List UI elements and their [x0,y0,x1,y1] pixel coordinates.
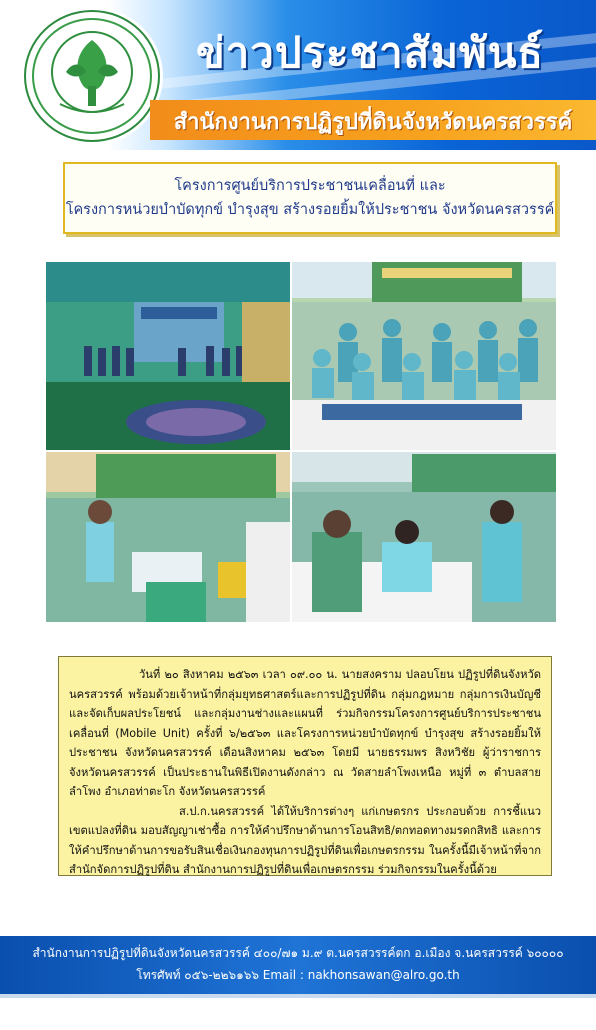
footer-shadow [0,994,596,998]
footer-phone-email: โทรศัพท์ ๐๕๖-๒๒๖๑๖๖ Email : nakhonsawan@alro.go.th [136,968,460,982]
consultation-desk-photo [292,452,556,622]
service-booth-photo [46,452,290,622]
project-line-1: โครงการศูนย์บริการประชาชนเคลื่อนที่ และ [174,178,446,194]
staff-group-photo [292,262,556,450]
project-title-box [63,162,557,234]
news-paragraph-2: ส.ป.ก.นครสวรรค์ ได้ให้บริการต่างๆ แก่เกษตรกร ประกอบด้วย การชี้แนวเขตแปลงที่ดิน มอบสัญญาเช่าซื้อ การให้คำปรึกษาด้านการโอนสิทธิ/ตกทอดทางมรดกสิทธิ และการให้คำปรึกษาด้านการขอรับสินเชื่อเงินกองทุนการปฏิรูปที่ดินเพื่อเกษตรกรรม ในครั้งนี้มีเจ้าหน้าที่จากสำนักจัดการปฏิรูปที่ดิน สำนักงานการปฏิรูปที่ดินเพื่อเกษตรกรรม ร่วมกิจกรรมในครั้งนี้ด้วย [69,804,541,876]
footer-contact [0,936,596,994]
alro-logo [24,10,160,142]
news-body [58,656,552,876]
footer-address: สำนักงานการปฏิรูปที่ดินจังหวัดนครสวรรค์ ๔๐๐/๗๑ ม.๙ ต.นครสวรรค์ตก อ.เมือง จ.นครสวรรค์ ๖๐๐๐๐ [32,946,564,960]
logo-emblem-icon [26,12,158,140]
project-line-2: โครงการหน่วยบำบัดทุกข์ บำรุงสุข สร้างรอยยิ้มให้ประชาชน จังหวัดนครสวรรค์ [65,202,555,218]
event-stage-photo [46,262,290,450]
office-subtitle: สำนักงานการปฏิรูปที่ดินจังหวัดนครสวรรค์ [173,110,573,135]
page-title: ข่าวประชาสัมพันธ์ [195,28,545,77]
header-banner [0,0,596,150]
news-paragraph-1: วันที่ ๒๐ สิงหาคม ๒๕๖๓ เวลา ๐๙.๐๐ น. นายสงคราม ปลอบโยน ปฏิรูปที่ดินจังหวัดนครสวรรค์ พร้อมด้วยเจ้าหน้าที่กลุ่มยุทธศาสตร์และการปฏิรูปที่ดิน กลุ่มกฎหมาย กลุ่มการเงินบัญชีและจัดเก็บผลประโยชน์ และกลุ่มงานช่างและแผนที่ ร่วมกิจกรรมโครงการศูนย์บริการประชาชนเคลื่อนที่ (Mobile Unit) ครั้งที่ ๖/๒๕๖๓ และโครงการหน่วยบำบัดทุกข์ บำรุงสุข สร้างรอยยิ้มให้ประชาชน จังหวัดนครสวรรค์ เดือนสิงหาคม ๒๕๖๓ โดยมี นายธรรมพร สิงหวิชัย ผู้ว่าราชการจังหวัดนครสวรรค์ เป็นประธานในพิธีเปิดงานดังกล่าว ณ วัดสายลำโพงเหนือ หมู่ที่ ๓ ตำบลสายลำโพง อำเภอท่าตะโก จังหวัดนครสวรรค์ [69,668,541,798]
